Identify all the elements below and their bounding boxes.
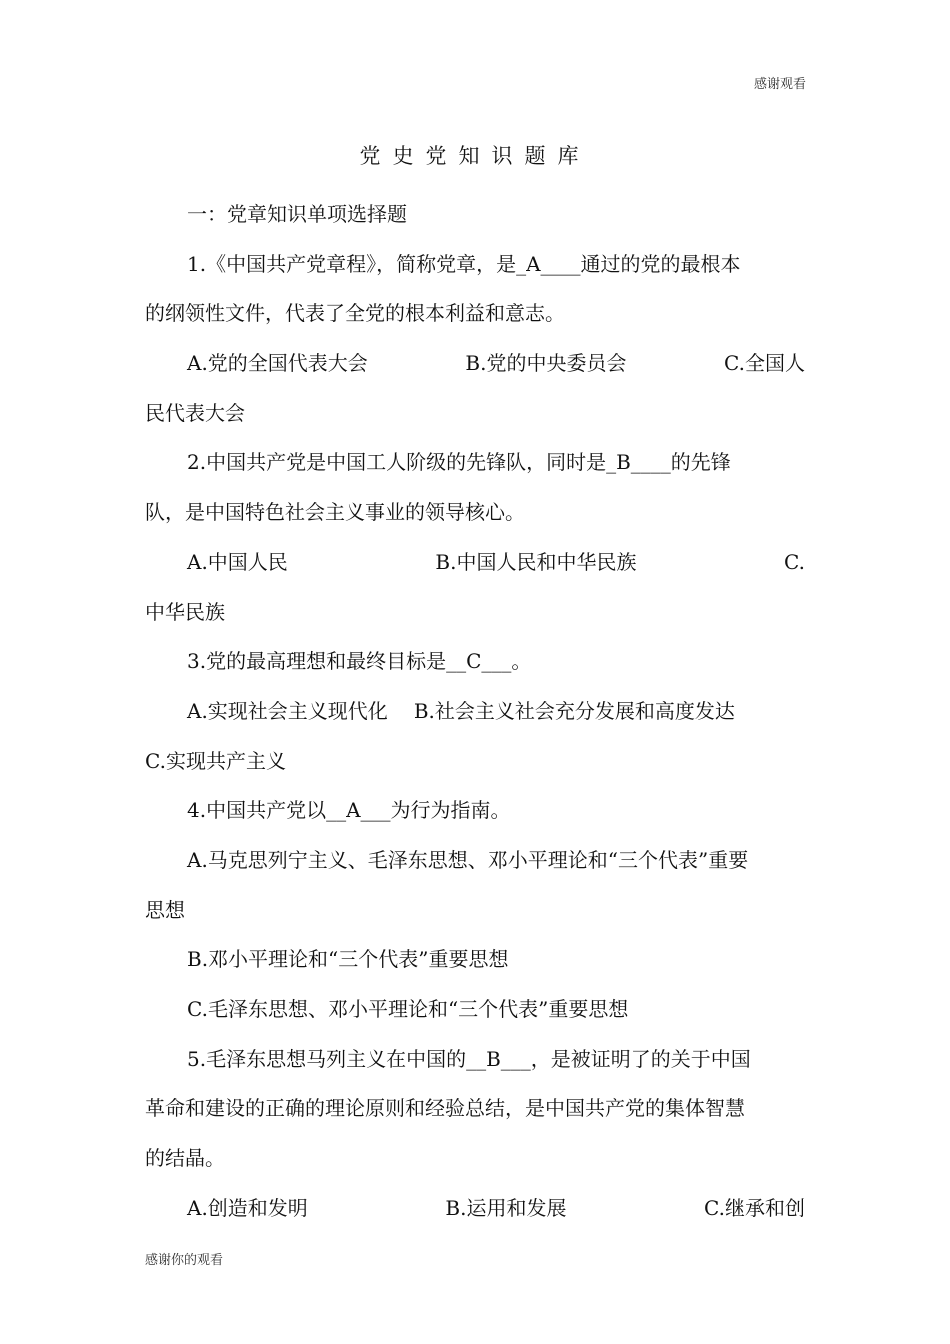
question-3-option-b: B.社会主义社会充分发展和高度发达 (413, 698, 735, 723)
question-2-option-c: C. (784, 549, 805, 574)
question-list (145, 190, 805, 1233)
question-5-line-2: 革命和建设的正确的理论原则和经验总结，是中国共产党的集体智慧 (145, 1096, 745, 1121)
section-heading: 一：党章知识单项选择题 (187, 202, 407, 226)
question-1-option-a: A.党的全国代表大会 (187, 351, 368, 376)
question-5-line-1: 5.毛泽东思想马列主义在中国的__B___，是被证明了的关于中国 (187, 1046, 751, 1071)
document-title: 党史党知识题库 (359, 144, 591, 168)
question-1-option-c-continued: 民代表大会 (145, 400, 245, 425)
question-2-line-1: 2.中国共产党是中国工人阶级的先锋队，同时是_B____的先锋 (187, 450, 731, 475)
question-5-options (145, 1184, 805, 1234)
question-3-option-a: A.实现社会主义现代化 (187, 698, 388, 723)
question-2-option-a: A.中国人民 (187, 549, 288, 574)
question-2-line-2: 队，是中国特色社会主义事业的领导核心。 (145, 500, 525, 525)
question-2-option-c-continued: 中华民族 (145, 599, 225, 624)
page-footer: 感谢你的观看 (145, 1253, 224, 1268)
question-1-line-2: 的纲领性文件，代表了全党的根本利益和意志。 (145, 301, 565, 326)
question-4-option-a-continued: 思想 (145, 897, 185, 922)
question-5-option-b: B.运用和发展 (445, 1195, 567, 1220)
question-4-option-c: C.毛泽东思想、邓小平理论和“三个代表”重要思想 (187, 997, 629, 1021)
question-2-options (145, 538, 805, 588)
question-4: 4.中国共产党以__A___为行为指南。 (187, 798, 511, 823)
question-1-line-1: 1.《中国共产党章程》，简称党章，是_A____通过的党的最根本 (187, 251, 741, 276)
page-header: 感谢观看 (753, 77, 806, 92)
question-4-option-a: A.马克思列宁主义、毛泽东思想、邓小平理论和“三个代表”重要 (187, 847, 749, 872)
question-3: 3.党的最高理想和最终目标是__C___。 (187, 649, 532, 674)
question-1-option-c: C.全国人 (724, 351, 805, 376)
question-4-option-b: B.邓小平理论和“三个代表”重要思想 (187, 947, 509, 972)
question-1-option-b: B.党的中央委员会 (465, 351, 627, 376)
question-5-option-c: C.继承和创 (704, 1195, 805, 1220)
question-1-options (145, 339, 805, 389)
question-2-option-b: B.中国人民和中华民族 (435, 549, 637, 574)
question-5-line-3: 的结晶。 (145, 1146, 225, 1171)
question-5-option-a: A.创造和发明 (187, 1195, 308, 1220)
question-3-option-c: C.实现共产主义 (145, 748, 286, 773)
question-3-options (145, 687, 805, 737)
